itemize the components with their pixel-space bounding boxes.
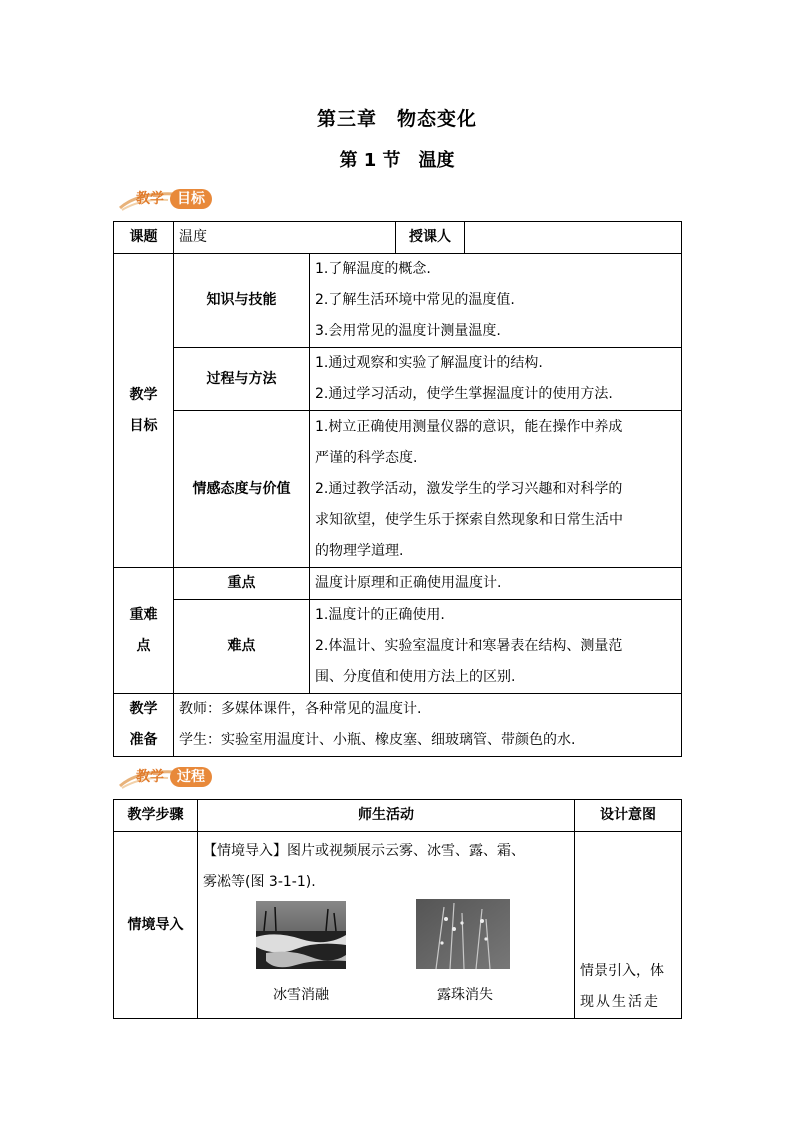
header-step: 教学步骤 [114,800,198,832]
section-title: 第 1 节 温度 [339,150,455,171]
banner-part1: 教学 [136,769,164,785]
step-situation: 情境导入 [114,832,198,1019]
activity-content: 【情境导入】图片或视频展示云雾、冰雪、露、霜、 雾凇等(图 3-1-1). [198,832,575,1019]
key-difficult-label: 重难 点 [114,568,174,694]
banner-part2: 过程 [170,767,212,787]
knowledge-label: 知识与技能 [174,254,310,348]
photo1-caption: 冰雪消融 [273,987,329,1003]
topic-value: 温度 [174,222,396,254]
teaching-goals-table [113,221,682,757]
header-intent: 设计意图 [575,800,682,832]
emotion-content: 1.树立正确使用测量仪器的意识，能在操作中养成 严谨的科学态度. 2.通过教学活动，激发学生的学习兴趣和对科学的 求知欲望，使学生乐于探索自然现象和日常生活中 的物理学道理. [310,411,682,568]
key-label: 重点 [174,568,310,600]
difficult-content: 1.温度计的正确使用. 2.体温计、实验室温度计和寒暑表在结构、测量范 围、分度值和使用方法上的区别. [310,600,682,694]
photo2-caption: 露珠消失 [437,987,493,1003]
teaching-goals-banner [118,188,238,210]
goals-label: 教学 目标 [114,254,174,568]
teaching-process-table [113,799,682,1019]
prep-label: 教学 准备 [114,694,174,757]
dew-drops-photo [416,899,510,969]
knowledge-content: 1.了解温度的概念. 2.了解生活环境中常见的温度值. 3.会用常见的温度计测量温度. [310,254,682,348]
chapter-title: 第三章 物态变化 [316,108,477,130]
teacher-value [465,222,682,254]
key-content: 温度计原理和正确使用温度计. [310,568,682,600]
banner-part2: 目标 [170,189,212,209]
process-content: 1.通过观察和实验了解温度计的结构. 2.通过学习活动，使学生掌握温度计的使用方法. [310,348,682,411]
teacher-label: 授课人 [396,222,465,254]
intent-content: 情景引入，体 现从生活走 [575,832,682,1019]
banner-part1: 教学 [136,191,164,207]
process-label: 过程与方法 [174,348,310,411]
snow-melting-photo [256,901,346,969]
prep-content: 教师：多媒体课件，各种常见的温度计. 学生：实验室用温度计、小瓶、橡皮塞、细玻璃管、带颜色的水. [174,694,682,757]
topic-label: 课题 [114,222,174,254]
difficult-label: 难点 [174,600,310,694]
teaching-process-banner [118,766,238,788]
header-activity: 师生活动 [198,800,575,832]
emotion-label: 情感态度与价值 [174,411,310,568]
